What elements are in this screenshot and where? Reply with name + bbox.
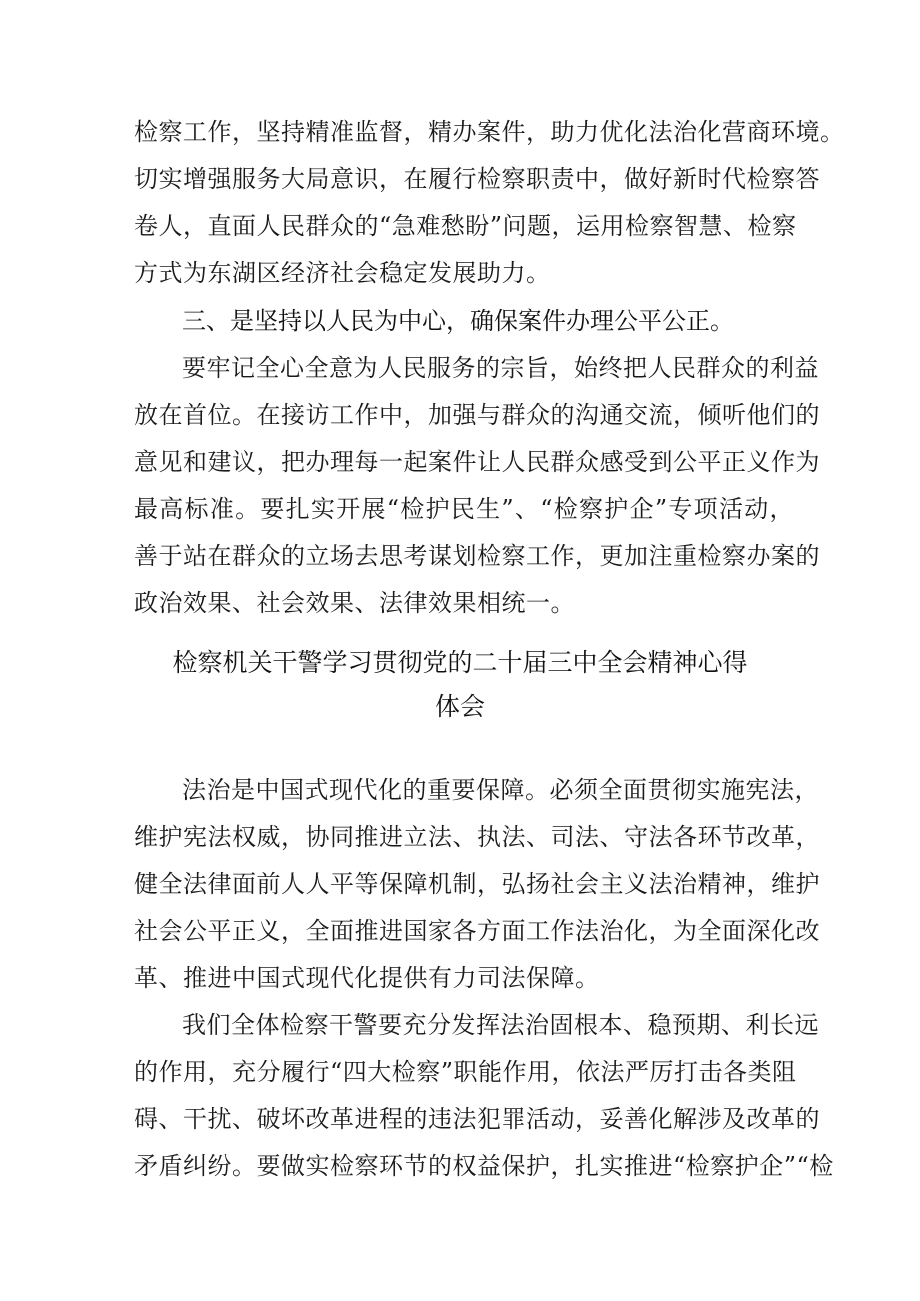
body-text-line: 政治效果、社会效果、法律效果相统一。 (134, 589, 575, 617)
body-text-line: 社会公平正义，全面推进国家各方面工作法治化，为全面深化改 (134, 917, 820, 945)
body-text-line: 矛盾纠纷。要做实检察环节的权益保护，扎实推进“检察护企”“检 (134, 1152, 834, 1180)
body-text-line: 检察工作，坚持精准监督，精办案件，助力优化法治化营商环境。 (134, 118, 845, 146)
body-text-line: 意见和建议，把办理每一起案件让人民群众感受到公平正义作为 (134, 448, 820, 476)
body-text-line: 要牢记全心全意为人民服务的宗旨，始终把人民群众的利益 (182, 354, 819, 382)
body-text-line: 维护宪法权威，协同推进立法、执法、司法、守法各环节改革， (134, 823, 820, 851)
body-text-line: 健全法律面前人人平等保障机制，弘扬社会主义法治精神，维护 (134, 870, 820, 898)
body-text-line: 方式为东湖区经济社会稳定发展助力。 (134, 259, 551, 287)
body-text-line: 碍、干扰、破坏改革进程的违法犯罪活动，妥善化解涉及改革的 (134, 1105, 820, 1133)
body-text-line: 卷人，直面人民群众的“急难愁盼”问题，运用检察智慧、检察 (134, 212, 797, 240)
body-text-line: 善于站在群众的立场去思考谋划检察工作，更加注重检察办案的 (134, 542, 820, 570)
body-text-line: 的作用，充分履行“四大检察”职能作用，依法严厉打击各类阻 (134, 1058, 797, 1086)
body-text-line: 切实增强服务大局意识，在履行检察职责中，做好新时代检察答 (134, 165, 820, 193)
body-text-line: 我们全体检察干警要充分发挥法治固根本、稳预期、利长远 (182, 1011, 819, 1039)
article-title: 检察机关干警学习贯彻党的二十届三中全会精神心得 (172, 648, 748, 677)
article-title: 体会 (434, 692, 485, 721)
body-text-line: 革、推进中国式现代化提供有力司法保障。 (134, 964, 600, 992)
body-text-line: 法治是中国式现代化的重要保障。必须全面贯彻实施宪法， (182, 776, 819, 804)
section-heading: 三、是坚持以人民为中心，确保案件办理公平公正。 (182, 307, 734, 335)
body-text-line: 放在首位。在接访工作中，加强与群众的沟通交流，倾听他们的 (134, 401, 820, 429)
body-text-line: 最高标准。要扎实开展“检护民生”、“检察护企”专项活动， (134, 495, 794, 523)
